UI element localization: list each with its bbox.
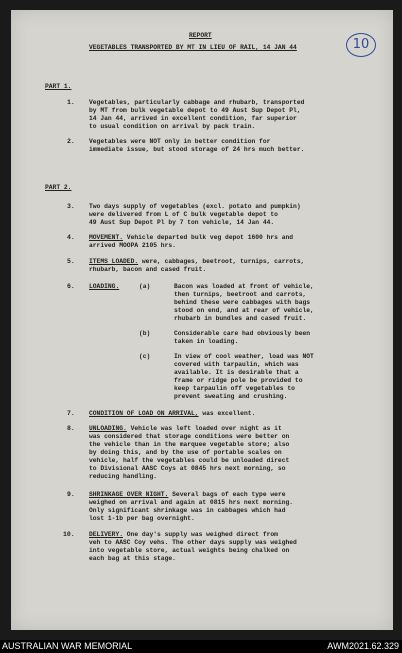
- item10-line: each bag at this stage.: [89, 555, 176, 562]
- item2-number: 2.: [67, 138, 75, 145]
- item6c-marker: (c): [139, 353, 151, 360]
- item4-line: arrived MOOPA 2105 hrs.: [89, 242, 176, 249]
- item2-line: immediate issue, but stood storage of 24 hrs much better.: [89, 146, 305, 153]
- item4-number: 4.: [67, 234, 75, 241]
- part1-heading: PART 1.: [45, 83, 72, 90]
- item6c-line: keep tarpaulin off vegetables to: [174, 385, 295, 392]
- item6b-line: taken in loading.: [174, 338, 239, 345]
- item5-label: ITEMS LOADED.: [89, 258, 139, 265]
- item8-line: was considered that storage conditions were better on: [89, 433, 290, 440]
- item1-line: Vegetables, particularly cabbage and rhubarb, transported: [89, 99, 305, 106]
- item6b-marker: (b): [139, 330, 151, 337]
- item8-line: to Divisional AASC Coys at 0845 hrs next morning, so: [89, 465, 286, 472]
- item6c-line: prevent sweating and crushing.: [174, 393, 288, 400]
- item3-line: Two days supply of vegetables (excl. potato and pumpkin): [89, 203, 301, 210]
- archive-footer: [0, 640, 402, 653]
- item1-line: to usual condition on arrival by pack train.: [89, 123, 256, 130]
- item8-number: 8.: [67, 425, 75, 432]
- item8-line: reducing handling.: [89, 473, 158, 480]
- item10-text: One day's supply was weighed direct from: [126, 531, 278, 538]
- handwritten-page-number: 10: [346, 33, 376, 57]
- footer-accession-number: AWM2021.62.329: [327, 641, 399, 651]
- item6c-line: In view of cool weather, load was NOT: [174, 353, 314, 360]
- item10-label: DELIVERY.: [89, 531, 124, 538]
- item6a-line: then turnips, beetroot and carrots,: [174, 291, 307, 298]
- item3-line: were delivered from L of C bulk vegetable depot to: [89, 211, 278, 218]
- item6-number: 6.: [67, 283, 75, 290]
- item8-line: the vehicle than in the marquee vegetable store; also: [89, 441, 290, 448]
- item9-label: SHRINKAGE OVER NIGHT.: [89, 491, 169, 498]
- item6a-line: behind these were cabbages with bags: [174, 299, 311, 306]
- item6a-line: stood on end, and at rear of vehicle,: [174, 307, 314, 314]
- item3-line: 49 Aust Sup Depot Pl by 7 ton vehicle, 14 Jan 44.: [89, 219, 275, 226]
- item8-line: vehicle, half the vegetables could be unloaded direct: [89, 457, 290, 464]
- item4-line1: [89, 234, 293, 241]
- item6c-line: frame or ridge pole be provided to: [174, 377, 303, 384]
- item6a-line: rhubarb in bundles and cased fruit.: [174, 315, 307, 322]
- item6a-marker: (a): [139, 283, 151, 290]
- item6-label: LOADING.: [89, 283, 120, 290]
- item5-text: were, cabbages, beetroot, turnips, carrots,: [141, 258, 305, 265]
- item5-line: rhubarb, bacon and cased fruit.: [89, 266, 207, 273]
- item7-label: CONDITION OF LOAD ON ARRIVAL,: [89, 410, 199, 417]
- item9-number: 9.: [67, 491, 75, 498]
- item1-line: by MT from bulk vegetable depot to 49 Aust Sup Depot Pl,: [89, 107, 301, 114]
- report-subtitle: VEGETABLES TRANSPORTED BY MT IN LIEU OF RAIL, 14 JAN 44: [89, 44, 297, 51]
- item6c-line: covered with tarpaulin, which was: [174, 361, 299, 368]
- item4-label: MOVEMENT.: [89, 234, 124, 241]
- item10-line: veh to AASC Coy vehs. The other days supply was weighed: [89, 539, 297, 546]
- item9-text: Several bags of each type were: [172, 491, 286, 498]
- item6a-line: Bacon was loaded at front of vehicle,: [174, 283, 314, 290]
- item9-line: weighed on arrival and again at 0815 hrs next morning.: [89, 499, 294, 506]
- item5-line1: [89, 258, 304, 265]
- item8-line1: [89, 425, 282, 432]
- report-title: REPORT: [189, 32, 212, 39]
- item10-number: 10.: [63, 531, 75, 538]
- item2-line: Vegetables were NOT only in better condition for: [89, 138, 271, 145]
- footer-institution: AUSTRALIAN WAR MEMORIAL: [2, 641, 133, 651]
- item4-text: Vehicle departed bulk veg depot 1600 hrs and: [126, 234, 294, 241]
- item9-line: lost 1-1b per bag overnight.: [89, 515, 195, 522]
- item10-line1: [89, 531, 278, 538]
- item8-text: Vehicle was left loaded over night as it: [130, 425, 282, 432]
- document-page: [11, 10, 393, 630]
- item1-number: 1.: [67, 99, 75, 106]
- item3-number: 3.: [67, 203, 75, 210]
- item8-line: by doing this, and by the use of portable scales on: [89, 449, 282, 456]
- item10-line: into vegetable store, actual weights being chalked on: [89, 547, 290, 554]
- item6c-line: available. It is desirable that a: [174, 369, 299, 376]
- item9-line1: [89, 491, 286, 498]
- item6b-line: Considerable care had obviously been: [174, 330, 311, 337]
- item5-number: 5.: [67, 258, 75, 265]
- item7-line: [89, 410, 255, 417]
- item7-text: was excellent.: [202, 410, 256, 417]
- item9-line: Only significant shrinkage was in cabbages which had: [89, 507, 286, 514]
- part2-heading: PART 2.: [45, 184, 72, 191]
- item7-number: 7.: [67, 410, 75, 417]
- item1-line: 14 Jan 44, arrived in excellent condition, far superior: [89, 115, 297, 122]
- item8-label: UNLOADING.: [89, 425, 127, 432]
